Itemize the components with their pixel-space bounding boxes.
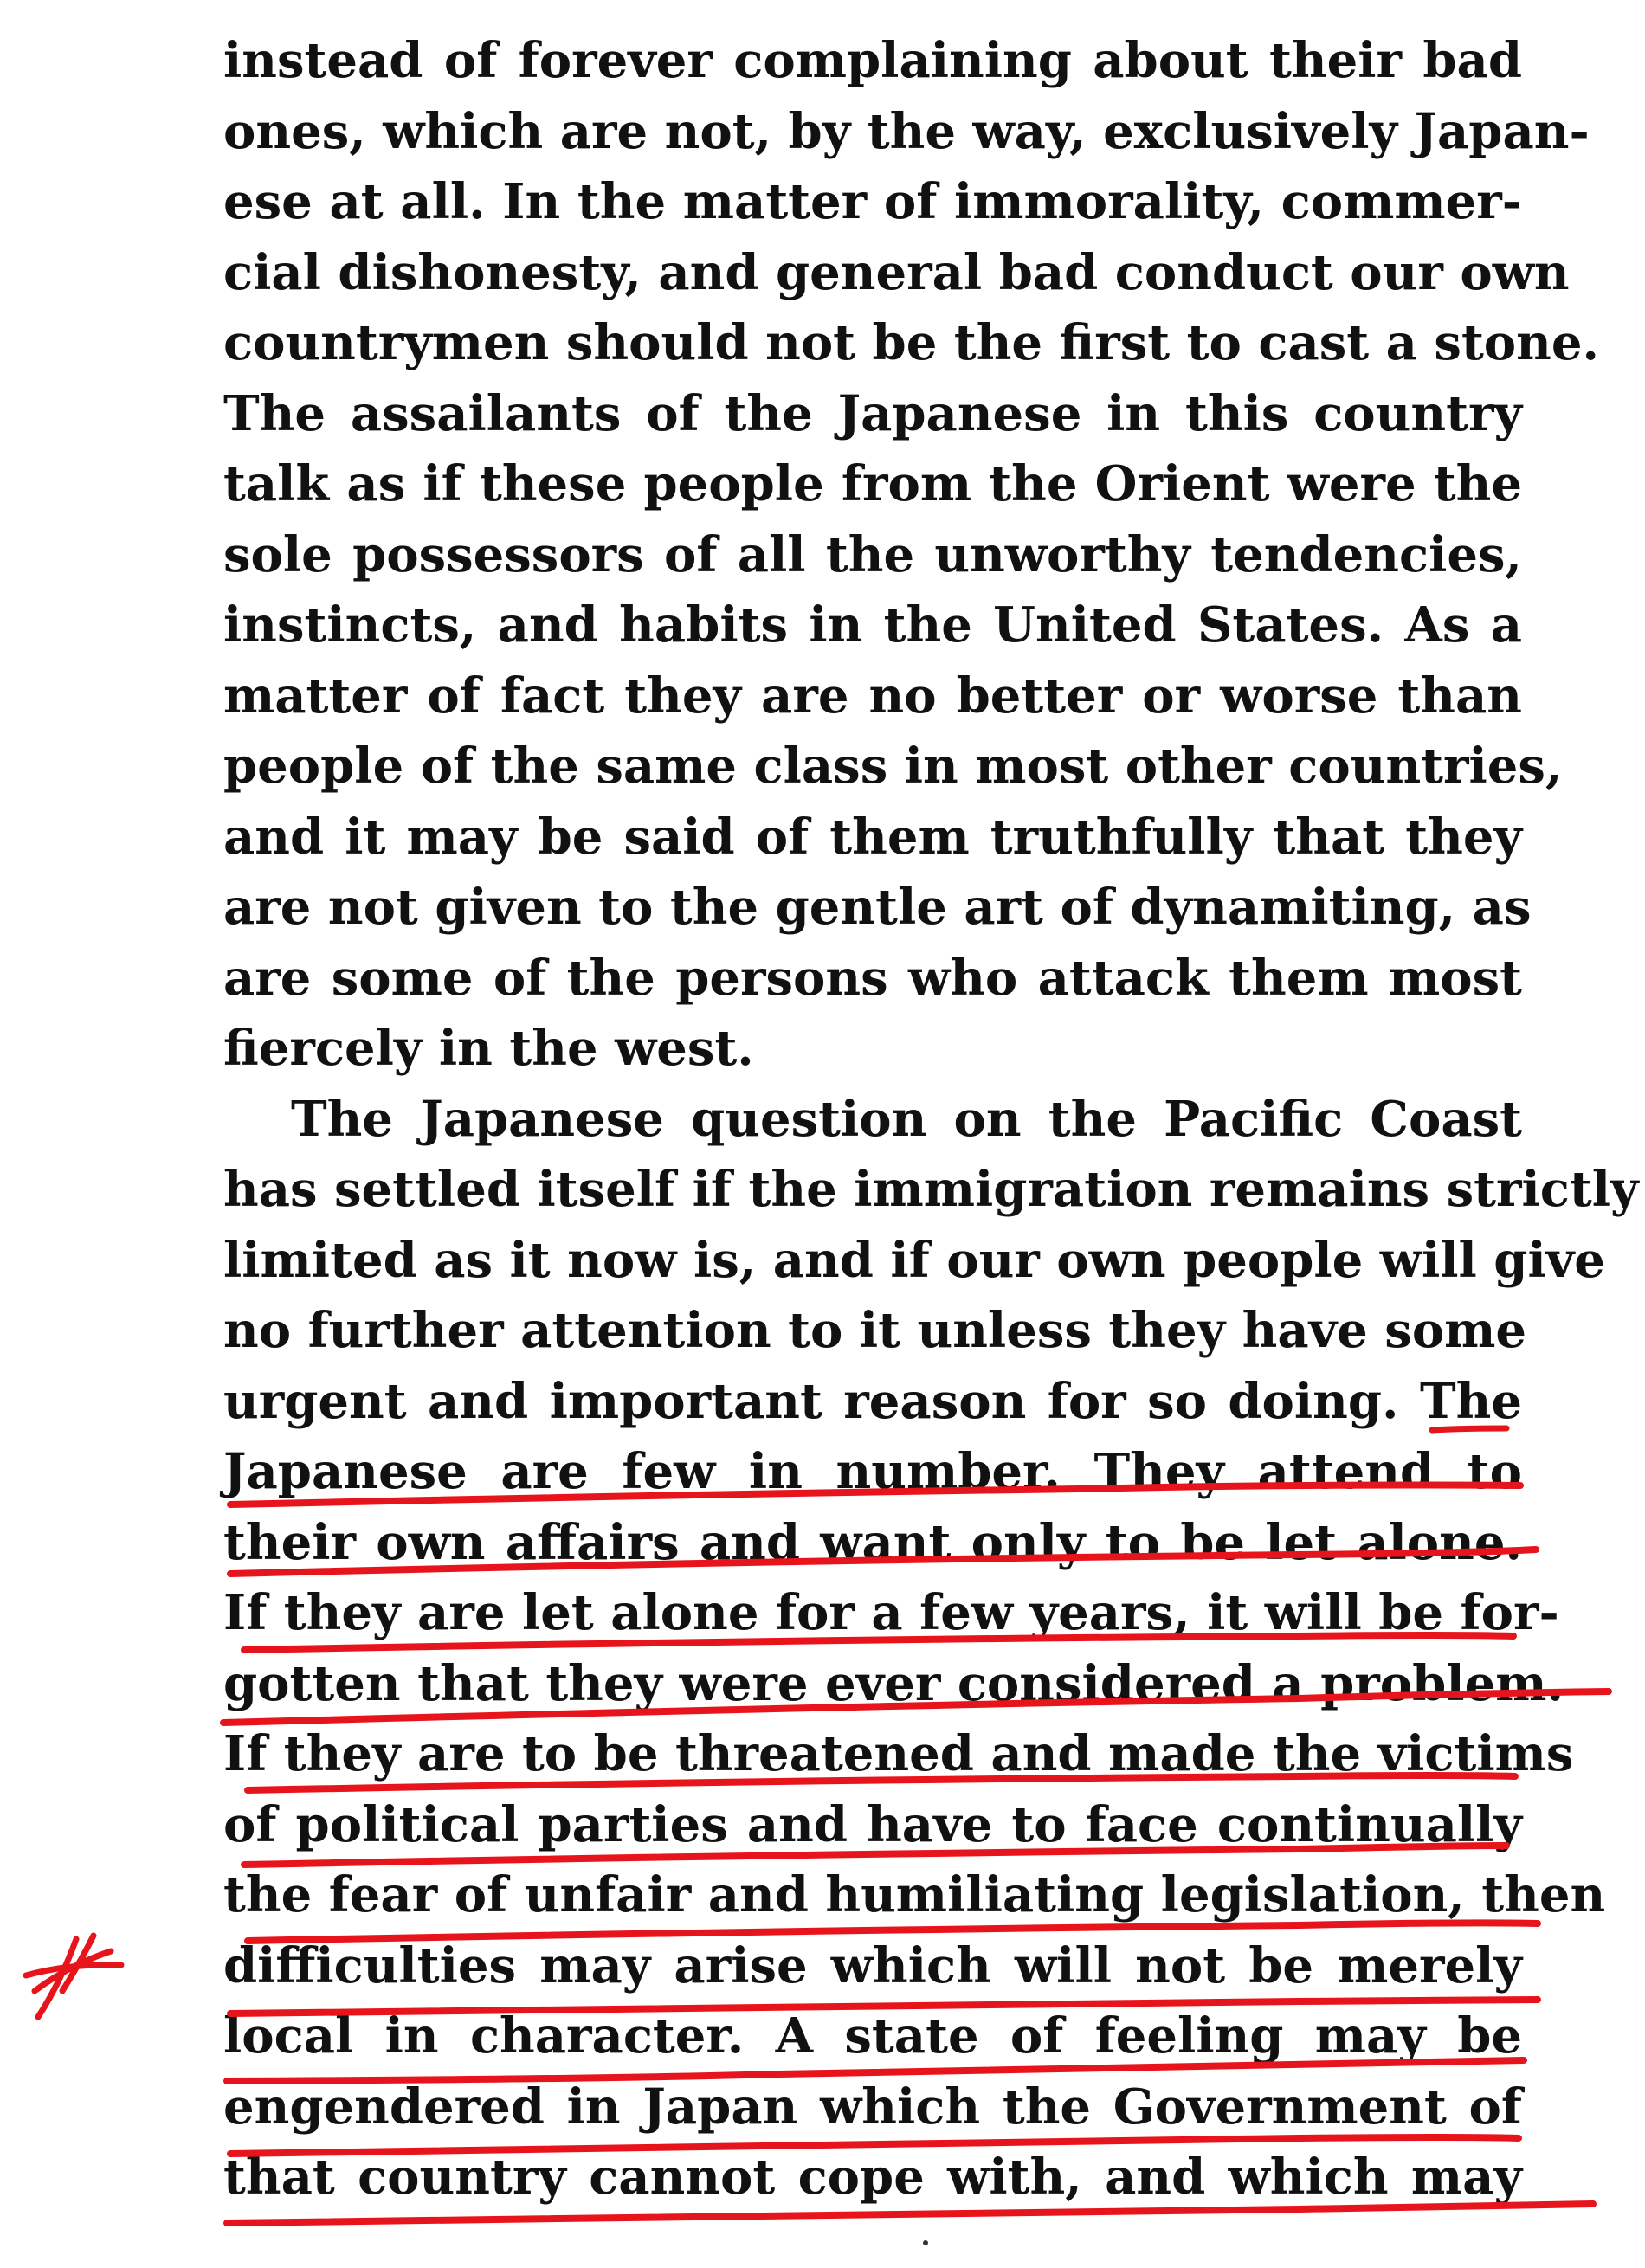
text-line: and it may be said of them truthfully that they: [223, 808, 1522, 866]
paragraph-2: [223, 1085, 1639, 2213]
page-dot: [923, 2240, 928, 2245]
text-line: gotten that they were ever considered a problem.: [223, 1654, 1564, 1712]
text-line: cial dishonesty, and general bad conduct our own: [223, 243, 1570, 301]
paragraph-1: [223, 26, 1599, 1085]
text-line: fiercely in the west.: [223, 1020, 754, 1077]
text-line: the fear of unfair and humiliating legislation, then: [223, 1866, 1606, 1923]
text-line: talk as if these people from the Orient were the: [223, 455, 1522, 512]
text-line: urgent and important reason for so doing. The: [223, 1372, 1522, 1430]
text-line: If they are let alone for a few years, it will be for-: [223, 1584, 1559, 1641]
text-line: instincts, and habits in the United States. As a: [223, 596, 1522, 654]
text-line: engendered in Japan which the Government of: [223, 2078, 1522, 2136]
text-line: countrymen should not be the first to cast a stone.: [223, 314, 1599, 371]
text-line: of political parties and have to face continually: [223, 1795, 1522, 1853]
text-line: no further attention to it unless they have some: [223, 1302, 1527, 1359]
text-line: their own affairs and want only to be let alone.: [223, 1513, 1522, 1571]
text-line: sole possessors of all the unworthy tendencies,: [223, 525, 1522, 583]
text-line: limited as it now is, and if our own people will give: [223, 1231, 1605, 1289]
text-line: If they are to be threatened and made the victims: [223, 1725, 1574, 1782]
text-line: are not given to the gentle art of dynamiting, as: [223, 879, 1532, 936]
text-line: has settled itself if the immigration remains strictly: [223, 1161, 1639, 1218]
text-line: ese at all. In the matter of immorality, commer-: [223, 173, 1522, 230]
text-line: are some of the persons who attack them most: [223, 949, 1522, 1007]
text-line: Japanese are few in number. They attend to: [223, 1443, 1522, 1500]
text-line: The assailants of the Japanese in this country: [223, 384, 1522, 442]
text-line: The Japanese question on the Pacific Coast: [291, 1090, 1522, 1148]
text-line: that country cannot cope with, and which may: [223, 2149, 1522, 2206]
text-line: difficulties may arise which will not be merely: [223, 1936, 1522, 1994]
text-line: instead of forever complaining about their bad: [223, 32, 1522, 89]
text-line: ones, which are not, by the way, exclusively Japan-: [223, 102, 1590, 160]
asterisk-mark: [26, 1936, 121, 2017]
text-column: [223, 26, 1639, 2213]
text-line: people of the same class in most other countries,: [223, 738, 1563, 795]
text-line: matter of fact they are no better or worse than: [223, 667, 1522, 725]
text-line: local in character. A state of feeling may be: [223, 2007, 1522, 2065]
